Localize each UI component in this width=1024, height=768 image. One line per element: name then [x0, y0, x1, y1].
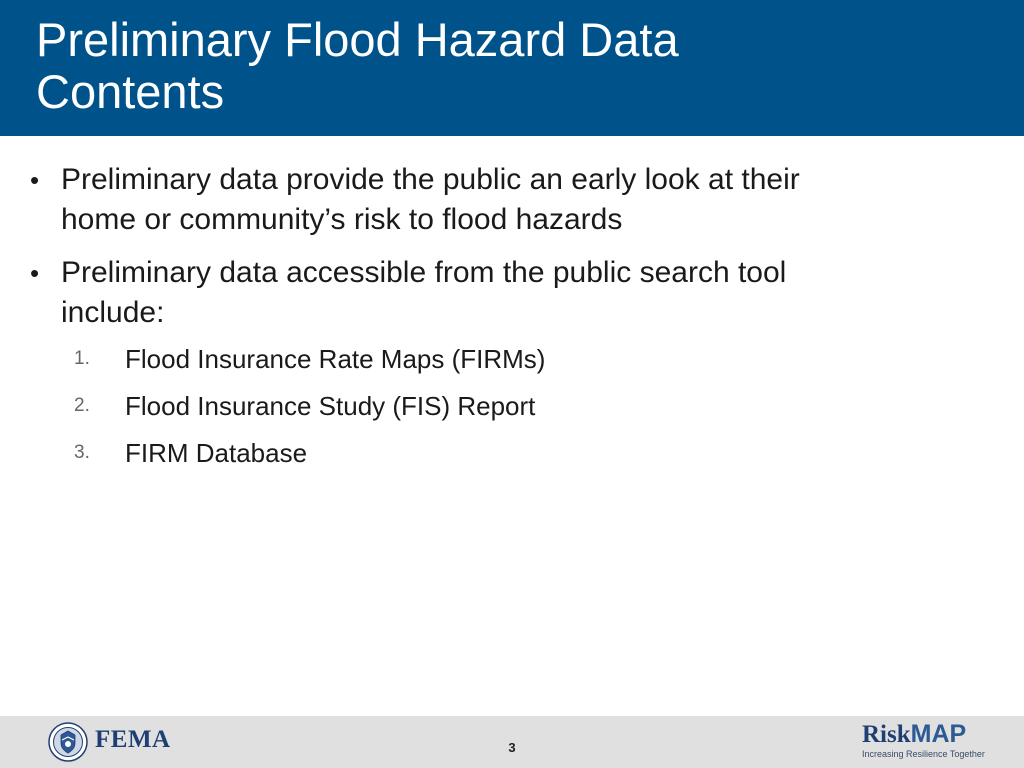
list-item-text: Flood Insurance Rate Maps (FIRMs) — [125, 344, 546, 374]
slide-title — [36, 14, 996, 118]
bullet-dot-icon: • — [30, 165, 40, 195]
numbered-list-item — [0, 436, 1024, 470]
bullet-text-line: include: — [61, 296, 165, 329]
numbered-list — [0, 342, 1024, 470]
list-item-text: FIRM Database — [125, 438, 308, 468]
numbered-list-item — [0, 342, 1024, 376]
riskmap-logo — [862, 720, 985, 759]
bullet-item — [0, 160, 941, 240]
bullet-text-line: Preliminary data accessible from the public search tool — [61, 256, 787, 289]
slide-title-line-1: Preliminary Flood Hazard Data — [36, 13, 679, 66]
slide-content — [0, 160, 1024, 483]
slide-header — [0, 0, 1024, 136]
bullet-text-line: home or community’s risk to flood hazards — [61, 203, 623, 236]
riskmap-tagline: Increasing Resilience Together — [862, 749, 985, 759]
list-number: 3. — [74, 442, 90, 463]
list-number: 2. — [74, 395, 90, 416]
page-number: 3 — [508, 740, 516, 755]
numbered-list-item — [0, 389, 1024, 423]
fema-logo-text: FEMA — [95, 726, 171, 753]
bullet-dot-icon: • — [30, 258, 40, 288]
list-number: 1. — [74, 348, 90, 369]
list-item-text: Flood Insurance Study (FIS) Report — [125, 391, 536, 421]
bullet-text-line: Preliminary data provide the public an early look at their — [61, 163, 800, 196]
riskmap-map-text: MAP — [910, 720, 967, 748]
slide-footer — [0, 716, 1024, 768]
slide-title-line-2: Contents — [36, 65, 225, 118]
dhs-seal-icon — [48, 722, 88, 762]
riskmap-risk-text: Risk — [862, 721, 911, 748]
bullet-item — [0, 253, 941, 333]
riskmap-wordmark — [862, 721, 982, 748]
